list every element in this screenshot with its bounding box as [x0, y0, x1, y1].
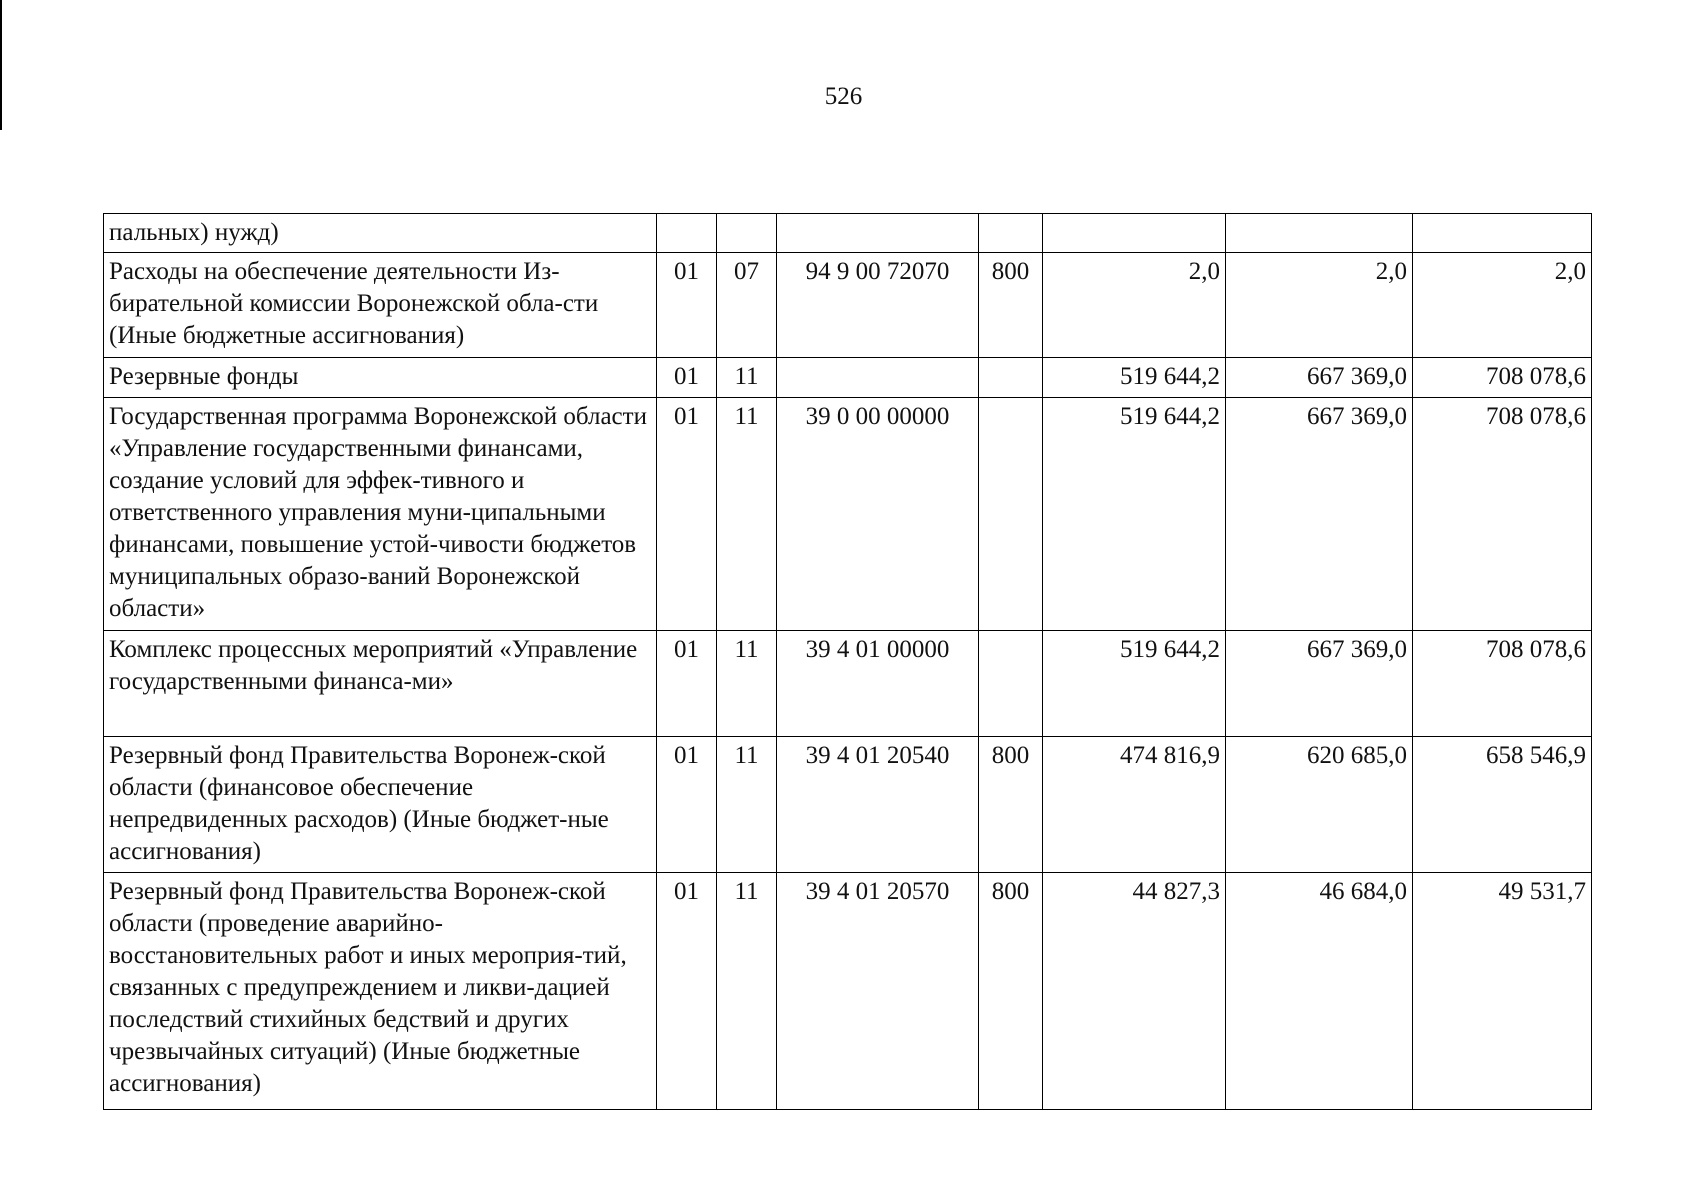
subsection-code: 11 [717, 631, 777, 737]
amount-year-1: 519 644,2 [1043, 398, 1226, 631]
expense-type-code [979, 631, 1043, 737]
subsection-code: 11 [717, 398, 777, 631]
amount-year-2: 667 369,0 [1226, 358, 1413, 398]
amount-year-1: 2,0 [1043, 253, 1226, 358]
subsection-code: 11 [717, 358, 777, 398]
table-row [104, 358, 1592, 398]
table-row [104, 631, 1592, 737]
target-article-code: 39 0 00 00000 [777, 398, 979, 631]
amount-year-1: 474 816,9 [1043, 737, 1226, 873]
section-code: 01 [657, 253, 717, 358]
row-description: Расходы на обеспечение деятельности Из-бирательной комиссии Воронежской обла-сти (Иные бюджетные ассигнования) [104, 253, 657, 358]
table-row [104, 873, 1592, 1110]
target-article-code: 39 4 01 20570 [777, 873, 979, 1110]
amount-year-1 [1043, 214, 1226, 253]
section-code: 01 [657, 398, 717, 631]
table-row [104, 214, 1592, 253]
page-number: 526 [824, 83, 863, 110]
target-article-code: 39 4 01 20540 [777, 737, 979, 873]
amount-year-1: 519 644,2 [1043, 358, 1226, 398]
section-code: 01 [657, 737, 717, 873]
section-code [657, 214, 717, 253]
budget-table [103, 213, 1592, 1110]
target-article-code: 94 9 00 72070 [777, 253, 979, 358]
expense-type-code: 800 [979, 737, 1043, 873]
amount-year-3: 708 078,6 [1413, 631, 1592, 737]
amount-year-3: 708 078,6 [1413, 398, 1592, 631]
amount-year-2 [1226, 214, 1413, 253]
section-code: 01 [657, 358, 717, 398]
amount-year-1: 519 644,2 [1043, 631, 1226, 737]
row-description: Государственная программа Воронежской области «Управление государственными финансами, создание условий для эффек-тивного и ответственного управления муни-ципальными финансами, повышение устой-чивости бюджетов муниципальных образо-ваний Воронежской области» [104, 398, 657, 631]
table-row [104, 398, 1592, 631]
subsection-code [717, 214, 777, 253]
table-row [104, 737, 1592, 873]
row-description: Резервные фонды [104, 358, 657, 398]
expense-type-code [979, 214, 1043, 253]
amount-year-3: 2,0 [1413, 253, 1592, 358]
row-description: Резервный фонд Правительства Воронеж-ской области (проведение аварийно-восстановительных работ и иных мероприя-тий, связанных с предупреждением и ликви-дацией последствий стихийных бедствий и других чрезвычайных ситуаций) (Иные бюджетные ассигнования) [104, 873, 657, 1110]
section-code: 01 [657, 873, 717, 1110]
subsection-code: 11 [717, 737, 777, 873]
amount-year-2: 667 369,0 [1226, 398, 1413, 631]
amount-year-2: 620 685,0 [1226, 737, 1413, 873]
table-row [104, 253, 1592, 358]
row-description: Резервный фонд Правительства Воронеж-ской области (финансовое обеспечение непредвиденных расходов) (Иные бюджет-ные ассигнования) [104, 737, 657, 873]
amount-year-3: 658 546,9 [1413, 737, 1592, 873]
expense-type-code [979, 358, 1043, 398]
amount-year-2: 2,0 [1226, 253, 1413, 358]
amount-year-3 [1413, 214, 1592, 253]
row-description: Комплекс процессных мероприятий «Управление государственными финанса-ми» [104, 631, 657, 737]
subsection-code: 07 [717, 253, 777, 358]
expense-type-code [979, 398, 1043, 631]
subsection-code: 11 [717, 873, 777, 1110]
amount-year-2: 46 684,0 [1226, 873, 1413, 1110]
amount-year-3: 49 531,7 [1413, 873, 1592, 1110]
target-article-code [777, 358, 979, 398]
target-article-code: 39 4 01 00000 [777, 631, 979, 737]
expense-type-code: 800 [979, 253, 1043, 358]
amount-year-2: 667 369,0 [1226, 631, 1413, 737]
section-code: 01 [657, 631, 717, 737]
amount-year-3: 708 078,6 [1413, 358, 1592, 398]
amount-year-1: 44 827,3 [1043, 873, 1226, 1110]
target-article-code [777, 214, 979, 253]
expense-type-code: 800 [979, 873, 1043, 1110]
row-description: пальных) нужд) [104, 214, 657, 253]
